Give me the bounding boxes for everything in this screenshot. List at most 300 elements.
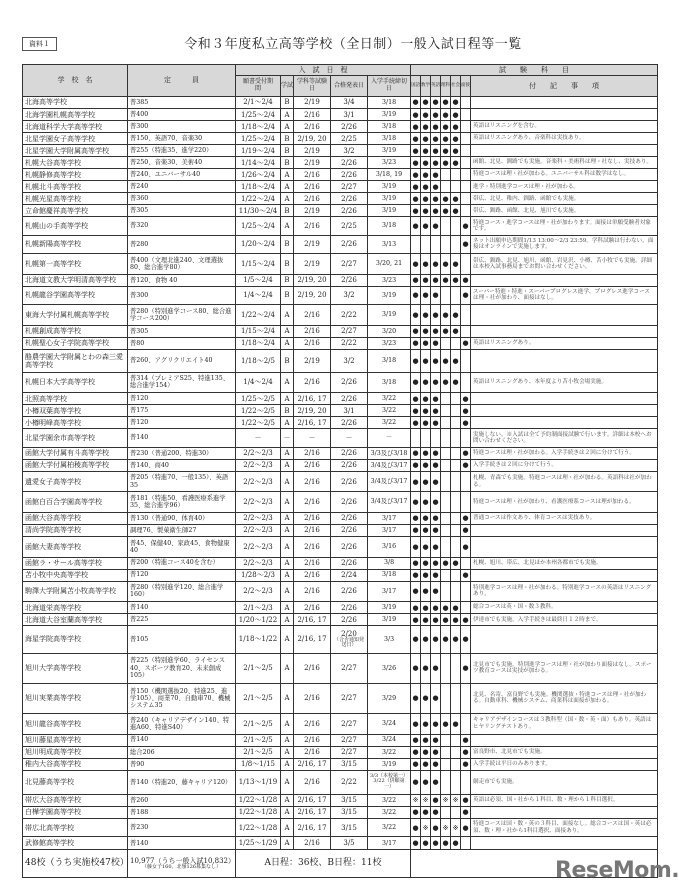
subject-mark	[411, 254, 421, 275]
header-notes: 付 記 事 項	[471, 76, 658, 97]
capacity-text: 普120、食物 40	[130, 276, 178, 284]
capacity	[128, 557, 236, 569]
schedule-type-text: B	[284, 291, 290, 300]
subject-mark-text: ※	[452, 796, 459, 805]
result-date-text: 3/4	[343, 98, 355, 107]
result-date-text: 3/1	[343, 110, 355, 119]
notes-text: 網走市でも実施。	[473, 779, 518, 786]
result-date-text: 3/2	[343, 356, 355, 365]
subject-mark-text: ●	[462, 240, 469, 249]
subject-mark	[411, 602, 421, 614]
subject-mark-text: ※	[422, 796, 429, 805]
schedule-type	[281, 569, 294, 581]
subject-mark	[411, 807, 421, 819]
application-period	[236, 181, 281, 193]
school-name-text: 札幌聖心女子学院高等学校	[25, 339, 109, 348]
schedule-type-text: A	[284, 796, 290, 805]
result-date-text: 2/22	[341, 310, 357, 319]
subject-mark-text: ●	[412, 778, 419, 787]
subject-mark-text: ●	[422, 158, 429, 167]
school-name	[23, 274, 128, 286]
application-period-text: 2/2〜2/3	[243, 461, 273, 470]
notes	[471, 714, 658, 735]
subject-mark-text: ※	[422, 823, 429, 832]
schedule-type-text: A	[284, 603, 290, 612]
school-name-text: 武修館高等学校	[25, 839, 74, 848]
result-date-text: 2/27	[341, 719, 357, 728]
subject-mark	[461, 372, 471, 393]
application-period-text: －	[254, 433, 262, 442]
subject-mark	[421, 429, 431, 447]
result-date-text: 2/26	[341, 418, 357, 427]
school-name-text: 白樺学園高等学校	[25, 808, 81, 817]
procedure-deadline	[368, 393, 411, 405]
subject-mark-text: ●	[452, 194, 459, 203]
school-name	[23, 181, 128, 193]
application-period-text: 2/1〜2/5	[243, 694, 273, 703]
exam-date-text: 2/16, 17	[297, 823, 327, 832]
subject-mark	[451, 581, 461, 602]
capacity	[128, 325, 236, 337]
subject-mark	[461, 429, 471, 447]
header-application: 願書受付期 間	[236, 76, 281, 97]
table-row	[23, 758, 658, 770]
result-date	[331, 393, 368, 405]
schedule-type	[281, 133, 294, 145]
schedule-type-text: A	[284, 587, 290, 596]
notes	[471, 97, 658, 109]
application-period-text: 1/14〜2/4	[241, 158, 275, 167]
procedure-deadline	[368, 569, 411, 581]
subject-mark-text: ●	[412, 498, 419, 507]
subject-mark-text: ●	[432, 158, 439, 167]
exam-date-text: 2/19	[304, 240, 320, 249]
subject-mark	[421, 524, 431, 536]
schedule-type-text: A	[284, 461, 290, 470]
subject-mark-text: ●	[422, 498, 429, 507]
subject-mark	[431, 758, 441, 770]
subject-mark-text: ●	[442, 635, 449, 644]
subject-mark-text: ●	[462, 760, 469, 769]
capacity	[128, 626, 236, 653]
capacity	[128, 837, 236, 850]
schedule-type-text: B	[284, 98, 290, 107]
subject-mark	[441, 746, 451, 758]
subject-mark	[431, 235, 441, 253]
subject-mark-text: ●	[422, 461, 429, 470]
subject-mark	[451, 254, 461, 275]
subject-mark-text: ●	[422, 839, 429, 848]
result-date-text: 2/26	[341, 587, 357, 596]
notes	[471, 337, 658, 349]
subject-mark-text: ●	[412, 291, 419, 300]
subject-mark	[431, 837, 441, 850]
subject-mark-text: ●	[432, 222, 439, 230]
application-period	[236, 581, 281, 602]
result-date-text: 2/24	[341, 571, 357, 580]
exam-date-text: 2/19, 20	[297, 291, 327, 300]
subject-mark	[431, 429, 441, 447]
subject-mark-text: ●	[452, 259, 459, 268]
procedure-deadline	[368, 274, 411, 286]
subject-mark-text: ●	[432, 587, 439, 596]
result-date-text: 2/25	[341, 222, 357, 230]
subject-mark	[461, 569, 471, 581]
subject-mark	[411, 417, 421, 429]
subject-mark	[431, 770, 441, 794]
schedule-type	[281, 121, 294, 133]
subject-mark	[461, 626, 471, 653]
capacity	[128, 602, 236, 614]
subject-mark-text: ●	[432, 603, 439, 612]
school-name	[23, 109, 128, 121]
subject-mark	[441, 770, 451, 794]
school-name-text: 函館ラ・サール高等学校	[25, 559, 102, 568]
application-period-text: 1/18〜1/22	[238, 635, 278, 644]
schedule-type	[281, 602, 294, 614]
subject-mark	[431, 417, 441, 429]
result-date-text: 2/20	[341, 629, 357, 638]
subject-mark	[441, 557, 451, 569]
result-date-text: 2/27	[341, 327, 357, 336]
subject-mark	[461, 471, 471, 492]
subject-mark	[431, 349, 441, 372]
summary-schedule	[236, 850, 411, 878]
application-period	[236, 193, 281, 205]
capacity	[128, 653, 236, 683]
school-name-text: 稚内大谷高等学校	[25, 760, 81, 769]
exam-date	[294, 109, 331, 121]
subject-mark	[421, 447, 431, 459]
exam-date-text: 2/16	[304, 461, 320, 470]
capacity-text: 普360	[130, 195, 149, 203]
exam-date-text: 2/19, 20	[297, 406, 327, 415]
subject-mark-text: ●	[442, 158, 449, 167]
procedure-deadline	[368, 714, 411, 735]
exam-date-text: 2/16, 17	[297, 635, 327, 644]
subject-mark-text: ●	[432, 542, 439, 551]
subject-mark	[411, 133, 421, 145]
notes-text: 特別進学コースは理・社が加わる。特別進学コースの英語はリスニングあり。	[473, 584, 652, 598]
result-date-text: 2/26	[341, 122, 357, 131]
subject-mark	[461, 405, 471, 417]
subject-mark	[441, 109, 451, 121]
application-period	[236, 746, 281, 758]
subject-mark-text: ●	[432, 808, 439, 817]
subject-mark-text: ●	[442, 719, 449, 728]
application-period-text: 2/1〜2/5	[243, 748, 273, 757]
schedule-type-text: A	[284, 808, 290, 817]
subject-mark-text: ●	[462, 542, 469, 551]
subject-mark-text: ●	[452, 635, 459, 644]
exam-date	[294, 807, 331, 819]
application-period-text: 1/13〜1/19	[238, 778, 278, 787]
subject-mark	[421, 794, 431, 806]
capacity-text: 普305	[130, 327, 149, 335]
exam-date-text: 2/16	[304, 839, 320, 848]
subject-mark	[451, 145, 461, 157]
subject-mark	[451, 349, 461, 372]
subject-mark	[421, 602, 431, 614]
table-row	[23, 734, 658, 746]
subject-mark-text: ●	[452, 110, 459, 119]
exam-date	[294, 254, 331, 275]
capacity	[128, 97, 236, 109]
application-period	[236, 471, 281, 492]
notes	[471, 393, 658, 405]
subject-mark-text: ●	[422, 122, 429, 131]
application-period	[236, 602, 281, 614]
result-date	[331, 157, 368, 169]
school-name	[23, 133, 128, 145]
subject-mark-text: ●	[412, 449, 419, 458]
application-period	[236, 217, 281, 235]
subject-mark	[461, 714, 471, 735]
result-date	[331, 145, 368, 157]
capacity-text: 普140	[130, 604, 149, 612]
subject-mark	[421, 819, 431, 837]
subject-mark	[411, 235, 421, 253]
notes	[471, 157, 658, 169]
subject-mark-text: ●	[412, 170, 419, 179]
header-exam-date: 学科等試験日	[294, 76, 331, 97]
schedule-type-text: A	[284, 760, 290, 769]
capacity	[128, 235, 236, 253]
subject-mark-text: ●	[452, 559, 459, 568]
capacity	[128, 372, 236, 393]
application-period-text: 2/2〜2/3	[243, 559, 273, 568]
subject-mark	[441, 459, 451, 471]
schedule-type-text: A	[284, 823, 290, 832]
table-row	[23, 157, 658, 169]
application-period-text: 1/18〜2/4	[241, 339, 275, 348]
schedule-type	[281, 181, 294, 193]
result-date	[331, 471, 368, 492]
subject-mark-text: ●	[422, 603, 429, 612]
procedure-deadline-text: 3/19	[381, 291, 397, 299]
subject-mark	[411, 569, 421, 581]
subject-mark-text: ●	[452, 146, 459, 155]
subject-mark-text: ●	[432, 394, 439, 403]
procedure-deadline	[368, 471, 411, 492]
application-period	[236, 349, 281, 372]
subject-mark	[421, 758, 431, 770]
procedure-deadline	[368, 626, 411, 653]
result-date	[331, 746, 368, 758]
exam-date-text: 2/16	[304, 182, 320, 191]
table-row	[23, 349, 658, 372]
procedure-deadline	[368, 286, 411, 304]
exam-date-text: 2/16	[304, 498, 320, 507]
subject-mark	[451, 734, 461, 746]
subject-mark-text: ●	[462, 406, 469, 415]
application-period-text: 1/22〜2/5	[241, 406, 275, 415]
schedule-type	[281, 286, 294, 304]
subject-mark-text: ●	[432, 498, 439, 507]
application-period	[236, 459, 281, 471]
schedule-type-text: B	[284, 206, 290, 215]
capacity	[128, 524, 236, 536]
subject-mark	[411, 794, 421, 806]
notes-text: ネット出願申込期間1/13 13:00〜2/3 23:59。学科試験は行わない。面接はオンラインで実施します。	[473, 238, 654, 251]
subject-mark-text: ●	[412, 182, 419, 191]
schedule-type-text: A	[284, 378, 290, 387]
subject-mark	[461, 807, 471, 819]
capacity	[128, 305, 236, 326]
capacity-text: 普120	[130, 571, 149, 579]
school-name	[23, 349, 128, 372]
table-row	[23, 133, 658, 145]
schedule-type-text: A	[284, 635, 290, 644]
exam-date-text: 2/16, 17	[297, 394, 327, 403]
application-period-text: 1/8〜1/15	[241, 760, 275, 769]
table-row	[23, 393, 658, 405]
subject-mark	[441, 794, 451, 806]
exam-date-text: 2/16	[304, 603, 320, 612]
subject-mark-text: ●	[422, 559, 429, 568]
subject-mark	[431, 557, 441, 569]
procedure-deadline	[368, 536, 411, 557]
school-name	[23, 286, 128, 304]
procedure-deadline-text: 3/22	[381, 796, 397, 804]
capacity	[128, 807, 236, 819]
table-row	[23, 121, 658, 133]
schedule-type	[281, 626, 294, 653]
application-period	[236, 512, 281, 524]
application-period-text: 2/2〜2/3	[243, 542, 273, 551]
subject-mark	[441, 405, 451, 417]
schedule-type-text: A	[284, 122, 290, 131]
exam-date-text: 2/19	[304, 206, 320, 215]
notes-text: 特進コース・進学コースは理・社が加わります。面接は単願受験者対象です。	[473, 219, 652, 233]
table-row	[23, 492, 658, 513]
application-period-text: 2/1〜2/4	[243, 98, 273, 107]
subject-mark	[431, 569, 441, 581]
result-date-text: 2/22	[341, 778, 357, 787]
result-date-text: 3/2	[343, 146, 355, 155]
procedure-deadline-text: 3/26	[381, 664, 397, 672]
subject-mark-text: ●	[412, 158, 419, 167]
application-period-text: 1/4〜2/4	[243, 291, 273, 300]
subject-mark-text: ●	[412, 559, 419, 568]
procedure-deadline-text: 3/4及び3/17	[370, 498, 408, 506]
application-period-text: 1/25〜2/4	[241, 134, 275, 143]
result-date-text: 3/1	[343, 406, 355, 415]
subject-mark	[441, 683, 451, 713]
subject-mark	[441, 734, 451, 746]
application-period-text: 2/1〜2/5	[243, 664, 273, 673]
schedule-type-text: B	[284, 356, 290, 365]
exam-date-text: 2/16	[304, 719, 320, 728]
subject-mark-text: ●	[462, 394, 469, 403]
subject-mark-text: ●	[422, 134, 429, 143]
exam-date	[294, 581, 331, 602]
procedure-deadline	[368, 837, 411, 850]
school-name-text: 苫小牧中央高等学校	[25, 571, 88, 580]
subject-mark-text: ●	[462, 418, 469, 427]
school-name	[23, 581, 128, 602]
subject-mark-text: ●	[432, 514, 439, 523]
subject-mark	[441, 235, 451, 253]
result-date-text: 2/26	[341, 526, 357, 535]
procedure-deadline	[368, 217, 411, 235]
school-name-text: 札幌光星高等学校	[25, 194, 81, 203]
subject-mark-text: ●	[432, 694, 439, 703]
school-name	[23, 393, 128, 405]
notes	[471, 471, 658, 492]
result-date	[331, 459, 368, 471]
subject-mark	[411, 205, 421, 217]
school-name	[23, 626, 128, 653]
subject-mark-text: ●	[412, 276, 419, 285]
capacity	[128, 614, 236, 626]
exam-date-text: 2/16	[304, 110, 320, 119]
subject-mark-text: ●	[462, 339, 469, 348]
notes	[471, 746, 658, 758]
notes-text: 特進コースは理・社が加わり、看護医療系コースは理が加わる。	[473, 498, 635, 505]
application-period	[236, 837, 281, 850]
subject-mark-text: ●	[452, 719, 459, 728]
capacity	[128, 714, 236, 735]
subject-mark	[421, 145, 431, 157]
schedule-type-text: A	[284, 194, 290, 203]
subject-mark-text: ●	[462, 514, 469, 523]
exam-date	[294, 614, 331, 626]
procedure-deadline-text: －	[385, 434, 393, 442]
school-name-text: 立命館慶祥高等学校	[25, 206, 88, 215]
notes	[471, 837, 658, 850]
school-name-text: 函館大谷高等学校	[25, 514, 81, 523]
school-name-text: 北海道大谷室蘭高等学校	[25, 615, 102, 624]
table-row	[23, 512, 658, 524]
application-period-text: 1/22〜2/5	[241, 418, 275, 427]
exam-date-text: 2/16	[304, 222, 320, 230]
subject-mark	[461, 653, 471, 683]
subject-mark	[421, 492, 431, 513]
subject-mark	[451, 274, 461, 286]
subject-mark	[421, 97, 431, 109]
schedule-type-text: B	[284, 134, 290, 143]
result-date-text: 2/26	[341, 542, 357, 551]
result-date-text: 2/26	[341, 394, 357, 403]
subject-mark-text: ●	[412, 259, 419, 268]
summary-capacity-note: （藤女子160、北嶺126募集なし）	[141, 863, 222, 870]
result-date-text: 3/15	[341, 760, 357, 769]
capacity	[128, 734, 236, 746]
result-date	[331, 337, 368, 349]
header-capacity: 定 員	[128, 65, 236, 97]
procedure-deadline	[368, 254, 411, 275]
capacity-text: 普300	[130, 291, 149, 299]
subject-mark-text: ●	[442, 310, 449, 319]
table-row	[23, 305, 658, 326]
notes	[471, 569, 658, 581]
school-name-text: 北海高等学校	[25, 98, 67, 107]
school-name-text: 北海道科学大学高等学校	[25, 122, 102, 131]
school-name	[23, 145, 128, 157]
application-period-text: 2/2〜2/3	[243, 526, 273, 535]
subject-mark-text: ●	[422, 615, 429, 624]
subject-mark	[411, 337, 421, 349]
capacity-text: 普320	[130, 222, 149, 230]
notes	[471, 653, 658, 683]
exam-date	[294, 492, 331, 513]
subject-mark	[431, 157, 441, 169]
capacity-text: 普240（キャリアデザイン140、特進A60、特進S40）	[130, 716, 230, 731]
notes	[471, 274, 658, 286]
procedure-deadline-text: 3/19	[381, 616, 397, 624]
procedure-deadline	[368, 109, 411, 121]
